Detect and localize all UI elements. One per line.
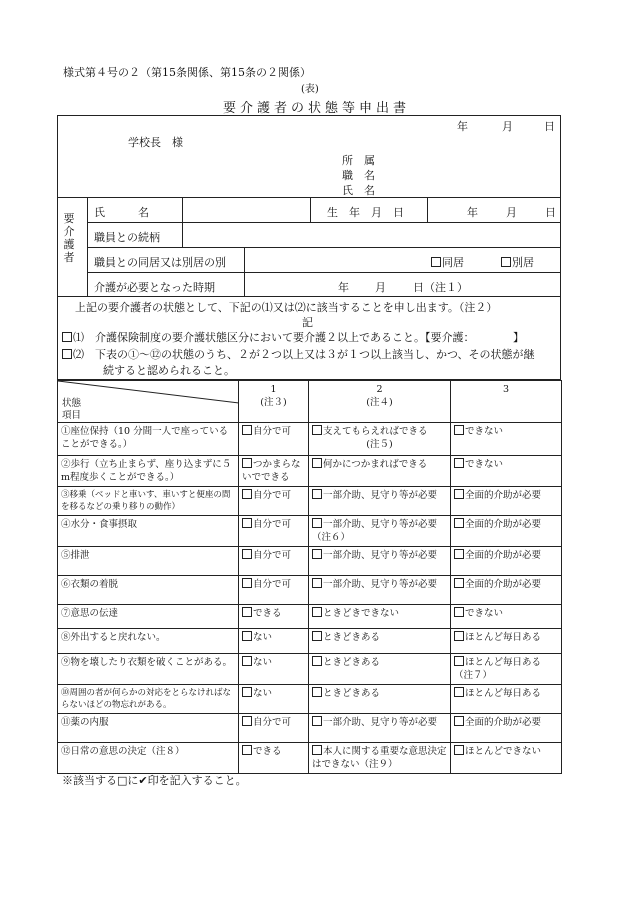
row-item: ③移乗（ベッドと車いす、車いすと便座の間を移るなどの乗り移りの動作）	[58, 487, 239, 516]
option-2[interactable]: ⑵ 下表の①～⑫の状態のうち、２が２つ以上又は３が１つ以上該当し、かつ、その状態が継	[62, 346, 535, 362]
date-year-label: 年	[457, 120, 468, 133]
page-title: 要介護者の状態等申出書	[223, 101, 411, 116]
option-col3[interactable]: 全面的介助が必要	[451, 487, 562, 516]
checkbox[interactable]	[312, 458, 322, 468]
checkbox[interactable]	[312, 549, 322, 559]
checkbox[interactable]	[62, 349, 72, 359]
table-row	[58, 487, 562, 516]
checkbox[interactable]	[312, 631, 322, 641]
option-col2[interactable]: 一部介助、見守り等が必要（注６）	[309, 516, 451, 547]
header-diagonal-cell	[58, 381, 239, 423]
table-row	[58, 685, 562, 714]
checkbox[interactable]	[242, 549, 252, 559]
checkbox[interactable]	[454, 656, 464, 666]
period-year-label: 年	[338, 281, 349, 294]
option-col1[interactable]: 自分で可	[239, 423, 309, 456]
form-side: (表)	[301, 84, 319, 95]
row-item: ⑤排泄	[58, 547, 239, 576]
checkbox[interactable]	[454, 458, 464, 468]
date-day-label: 日	[544, 120, 555, 133]
option-col3[interactable]: ほとんど毎日ある	[451, 685, 562, 714]
checkbox[interactable]	[242, 458, 252, 468]
option-col2[interactable]: ときどきある	[309, 654, 451, 685]
option-col3[interactable]: できない	[451, 423, 562, 456]
option-col3[interactable]: できない	[451, 605, 562, 629]
option-col3[interactable]: ほとんど毎日ある（注７）	[451, 654, 562, 685]
option-col1[interactable]: 自分で可	[239, 714, 309, 743]
living-option-separate[interactable]: 別居	[501, 254, 534, 270]
option-col3[interactable]: 全面的介助が必要	[451, 714, 562, 743]
option-col2[interactable]: 一部介助、見守り等が必要	[309, 714, 451, 743]
checkbox[interactable]	[312, 578, 322, 588]
row-item: ⑪薬の内服	[58, 714, 239, 743]
checkbox[interactable]	[454, 745, 464, 755]
row-item: ⑧外出すると戻れない。	[58, 629, 239, 654]
option-col1[interactable]: ない	[239, 629, 309, 654]
addressee: 学校長 様	[128, 136, 183, 149]
checkbox[interactable]	[312, 716, 322, 726]
checkbox[interactable]	[454, 518, 464, 528]
statement-intro: 上記の要介護者の状態として、下記の⑴又は⑵に該当することを申し出ます。（注２）	[75, 301, 498, 314]
table-row	[58, 456, 562, 487]
option-col2[interactable]: 支えてもらえればできる (注５)	[309, 423, 451, 456]
checkbox[interactable]	[454, 578, 464, 588]
table-row	[58, 654, 562, 685]
date-month-label: 月	[502, 120, 513, 133]
ki-label: 記	[302, 316, 313, 329]
option-col3[interactable]: ほとんど毎日ある	[451, 629, 562, 654]
checkbox[interactable]	[312, 607, 322, 617]
checkbox[interactable]	[312, 656, 322, 666]
option-col1[interactable]: できる	[239, 743, 309, 774]
table-header-row	[58, 381, 562, 423]
checkbox[interactable]	[242, 687, 252, 697]
header-state: 状態	[62, 398, 82, 409]
checkbox[interactable]	[242, 425, 252, 435]
period-label: 介護が必要となった時期	[94, 281, 215, 294]
period-day-label: 日（注１）	[413, 281, 468, 294]
position-label: 職 名	[342, 169, 375, 182]
checkbox[interactable]	[454, 489, 464, 499]
row-item: ②歩行（立ち止まらず、座り込まずに５m程度歩くことができる。）	[58, 456, 239, 487]
option-col3[interactable]: ほとんどできない	[451, 743, 562, 774]
period-month-label: 月	[375, 281, 386, 294]
option-col3[interactable]: できない	[451, 456, 562, 487]
checkbox[interactable]	[454, 425, 464, 435]
row-item: ④水分・食事摂取	[58, 516, 239, 547]
option-col1[interactable]: できる	[239, 605, 309, 629]
checkbox[interactable]	[242, 716, 252, 726]
checkbox[interactable]	[62, 332, 72, 342]
row-item: ①座位保持（10 分間一人で座っていることができる。）	[58, 423, 239, 456]
checkbox[interactable]	[242, 518, 252, 528]
checkbox[interactable]	[312, 489, 322, 499]
table-row	[58, 576, 562, 605]
table-row	[58, 629, 562, 654]
row-item: ⑨物を壊したり衣類を破くことがある。	[58, 654, 239, 685]
table-row	[58, 423, 562, 456]
form-id: 様式第４号の２（第15条関係、第15条の２関係）	[63, 66, 311, 79]
option-col2[interactable]: 何かにつかまればできる	[309, 456, 451, 487]
option-2-continuation: 続すると認められること。	[103, 364, 235, 377]
option-col1[interactable]: ない	[239, 654, 309, 685]
checkbox[interactable]	[501, 257, 511, 267]
header-col-3: 3	[451, 381, 562, 423]
option-col1[interactable]: 自分で可	[239, 576, 309, 605]
option-col1[interactable]: 自分で可	[239, 547, 309, 576]
checkbox[interactable]	[454, 716, 464, 726]
row-item: ⑩周囲の者が何らかの対応をとらなければならないほどの物忘れがある。	[58, 685, 239, 714]
option-col2[interactable]: 一部介助、見守り等が必要	[309, 547, 451, 576]
birth-day-label: 日	[545, 206, 556, 219]
option-col3[interactable]: 全面的介助が必要	[451, 547, 562, 576]
name-label: 氏 名	[342, 184, 375, 197]
checkbox[interactable]	[454, 549, 464, 559]
option-col1[interactable]: つかまらないでできる	[239, 456, 309, 487]
diagonal-line	[58, 381, 239, 423]
checkbox[interactable]	[312, 687, 322, 697]
birth-month-label: 月	[506, 206, 517, 219]
option-col3[interactable]: 全面的介助が必要	[451, 516, 562, 547]
option-col2[interactable]: 一部介助、見守り等が必要	[309, 487, 451, 516]
option-col2[interactable]: 本人に関する重要な意思決定はできない（注９）	[309, 743, 451, 774]
living-option-together[interactable]: 同居	[431, 254, 464, 270]
checkbox[interactable]	[454, 631, 464, 641]
care-name-field[interactable]	[185, 200, 307, 220]
option-col2[interactable]: ときどきできない	[309, 605, 451, 629]
care-recipient-section-label: 要介護者	[63, 212, 75, 264]
table-row	[58, 516, 562, 547]
checkbox[interactable]	[312, 425, 322, 435]
option-col2[interactable]: ときどきある	[309, 629, 451, 654]
checkbox[interactable]	[242, 607, 252, 617]
row-item: ⑦意思の伝達	[58, 605, 239, 629]
checkbox[interactable]	[312, 745, 322, 755]
option-col3[interactable]: 全面的介助が必要	[451, 576, 562, 605]
header-col-2: 2 (注４)	[309, 381, 451, 423]
checkbox[interactable]	[242, 745, 252, 755]
birth-year-label: 年	[467, 206, 478, 219]
checkbox[interactable]	[454, 687, 464, 697]
option-col2[interactable]: 一部介助、見守り等が必要	[309, 576, 451, 605]
footer-note: ※該当する□に✔印を記入すること。	[62, 774, 247, 787]
table-row	[58, 714, 562, 743]
option-col2[interactable]: ときどきある	[309, 685, 451, 714]
checkbox[interactable]	[312, 518, 322, 528]
checkbox[interactable]	[242, 578, 252, 588]
checkbox[interactable]	[454, 607, 464, 617]
care-name-label: 氏 名	[94, 206, 149, 219]
table-row	[58, 743, 562, 774]
checkbox[interactable]	[242, 489, 252, 499]
header-col-1: 1 (注３)	[239, 381, 309, 423]
relation-label: 職員との続柄	[94, 231, 160, 244]
table-row	[58, 547, 562, 576]
checkbox[interactable]	[242, 631, 252, 641]
option-1[interactable]: ⑴ 介護保険制度の要介護状態区分において要介護２以上であること。【要介護： 】	[62, 329, 524, 345]
table-row	[58, 605, 562, 629]
checkbox[interactable]	[431, 257, 441, 267]
header-item: 項目	[62, 410, 82, 421]
state-table	[57, 380, 562, 774]
option-col1[interactable]: ない	[239, 685, 309, 714]
option-col1[interactable]: 自分で可	[239, 516, 309, 547]
affiliation-label: 所 属	[342, 154, 375, 167]
relation-field[interactable]	[185, 225, 555, 245]
option-col1[interactable]: 自分で可	[239, 487, 309, 516]
row-item: ⑫日常の意思の決定（注８）	[58, 743, 239, 774]
checkbox[interactable]	[242, 656, 252, 666]
row-item: ⑥衣類の着脱	[58, 576, 239, 605]
living-label: 職員との同居又は別居の別	[94, 256, 226, 269]
birth-date-label: 生 年 月 日	[327, 206, 404, 219]
